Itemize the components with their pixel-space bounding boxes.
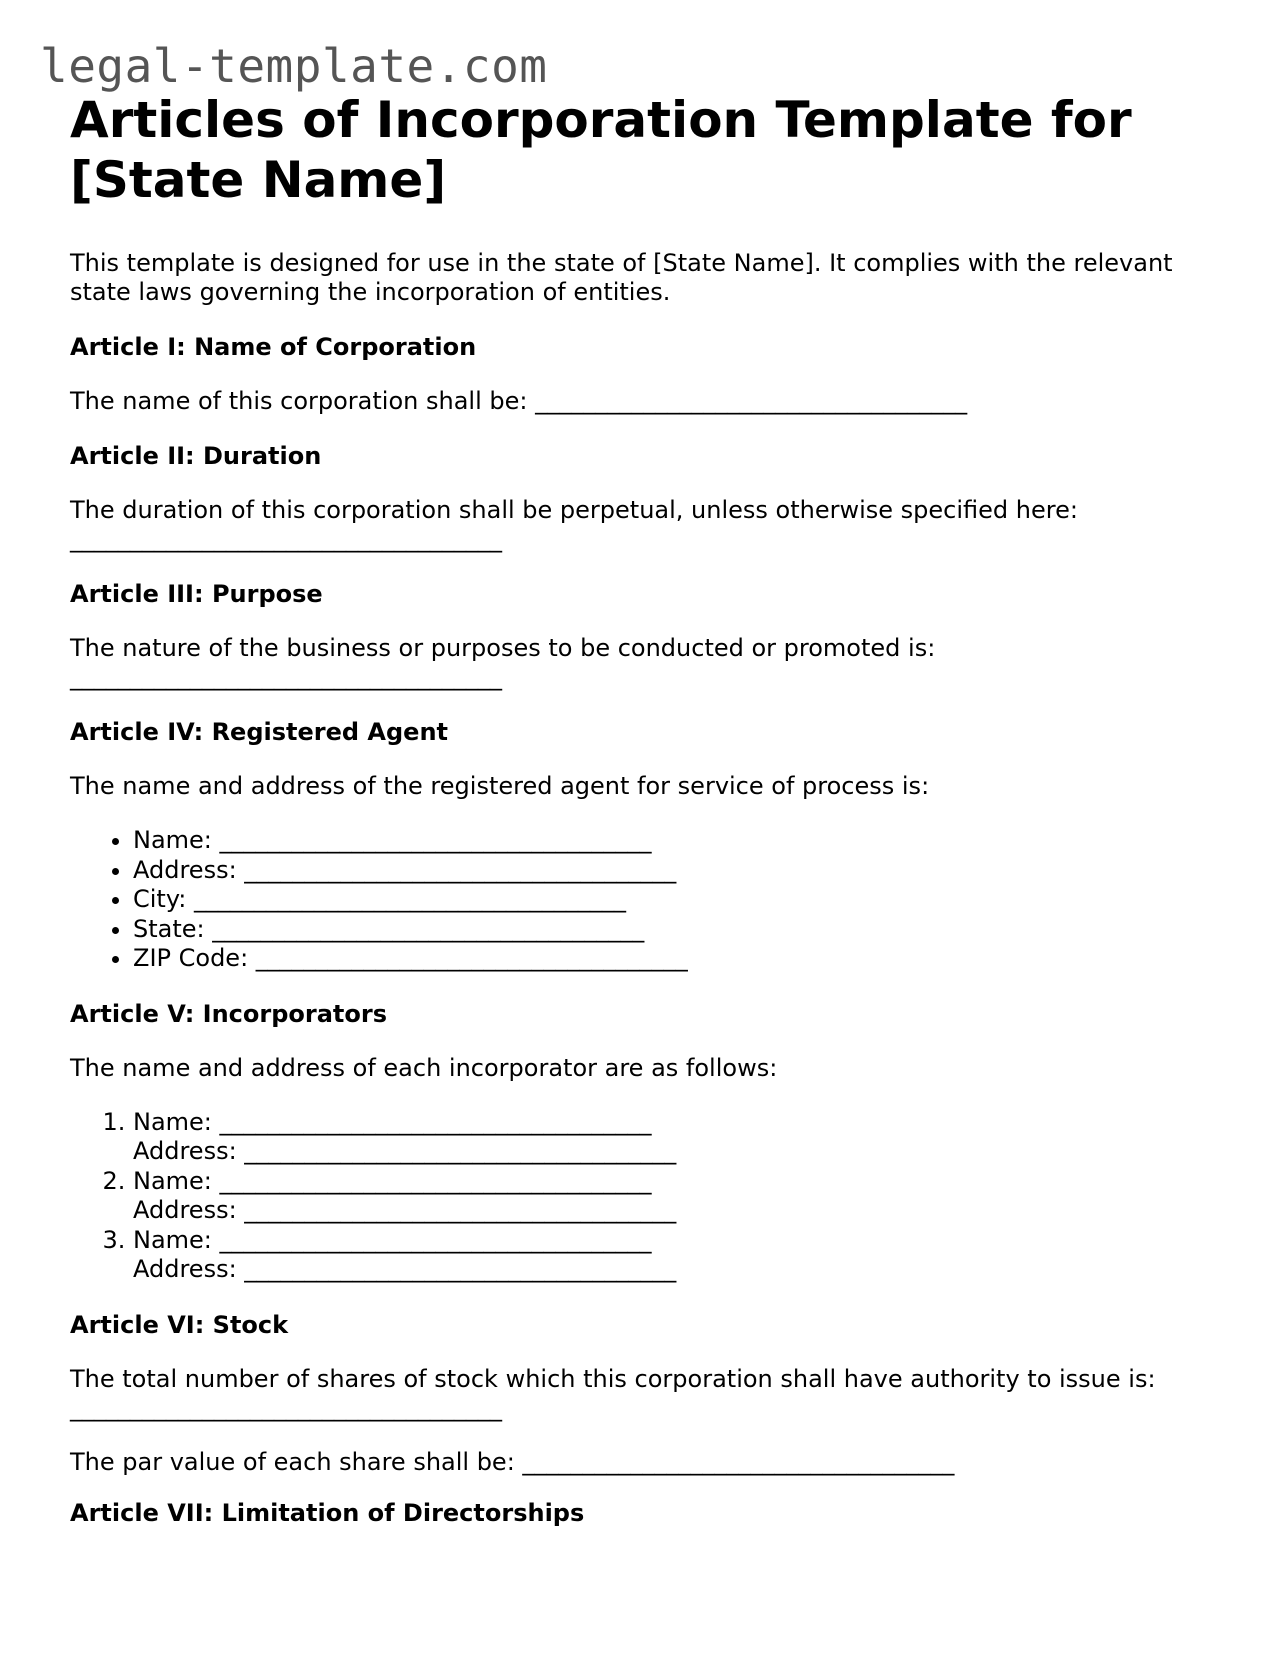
incorporator-name-field: Name: ____________________________________ <box>133 1107 652 1136</box>
article-6-heading: Article VI: Stock <box>70 1310 289 1339</box>
article-5-heading: Article V: Incorporators <box>70 999 387 1028</box>
incorporator-item <box>133 1167 1230 1226</box>
article-3-heading: Article III: Purpose <box>70 580 323 608</box>
agent-state-field: • State: ____________________________________ <box>133 915 1230 945</box>
article-6-text: The total number of shares of stock which this corporation shall have authority to issue is: ____________________________________ <box>70 1364 1156 1422</box>
article-2-heading: Article II: Duration <box>70 442 322 470</box>
incorporator-item <box>133 1108 1230 1167</box>
incorporator-name-field: Name: ____________________________________ <box>133 1166 652 1195</box>
incorporator-address-field: Address: ____________________________________ <box>133 1196 677 1224</box>
watermark: legal-template.com <box>40 39 548 93</box>
document <box>70 90 1230 1528</box>
article-4-text: The name and address of the registered agent for service of process is: <box>70 772 930 800</box>
incorporators-list <box>70 1108 1230 1285</box>
agent-address-field: • Address: ____________________________________ <box>133 856 1230 886</box>
incorporator-name-field: Name: ____________________________________ <box>133 1225 652 1254</box>
article-5-text: The name and address of each incorporator are as follows: <box>70 1053 778 1082</box>
article-3-text: The nature of the business or purposes to be conducted or promoted is: ____________________________________ <box>70 634 936 691</box>
incorporator-address-field: Address: ____________________________________ <box>133 1255 677 1283</box>
registered-agent-list <box>70 826 1230 974</box>
agent-city-field: • City: ____________________________________ <box>133 885 1230 915</box>
article-2-text: The duration of this corporation shall be perpetual, unless otherwise specified here: ____________________________________ <box>70 496 1078 553</box>
page-title: Articles of Incorporation Template for [State Name] <box>70 91 1132 209</box>
agent-zip-field: • ZIP Code: ____________________________________ <box>133 944 1230 974</box>
agent-name-field: • Name: ____________________________________ <box>133 826 1230 856</box>
article-6-par-value: The par value of each share shall be: ____________________________________ <box>70 1447 955 1476</box>
article-7-heading: Article VII: Limitation of Directorships <box>70 1498 585 1527</box>
article-1-text: The name of this corporation shall be: ____________________________________ <box>70 387 968 415</box>
article-4-heading: Article IV: Registered Agent <box>70 718 449 746</box>
incorporator-item <box>133 1226 1230 1285</box>
incorporator-address-field: Address: ____________________________________ <box>133 1137 677 1165</box>
intro-paragraph: This template is designed for use in the state of [State Name]. It complies with the relevant state laws governing the incorporation of entities. <box>70 249 1173 306</box>
article-1-heading: Article I: Name of Corporation <box>70 333 477 361</box>
